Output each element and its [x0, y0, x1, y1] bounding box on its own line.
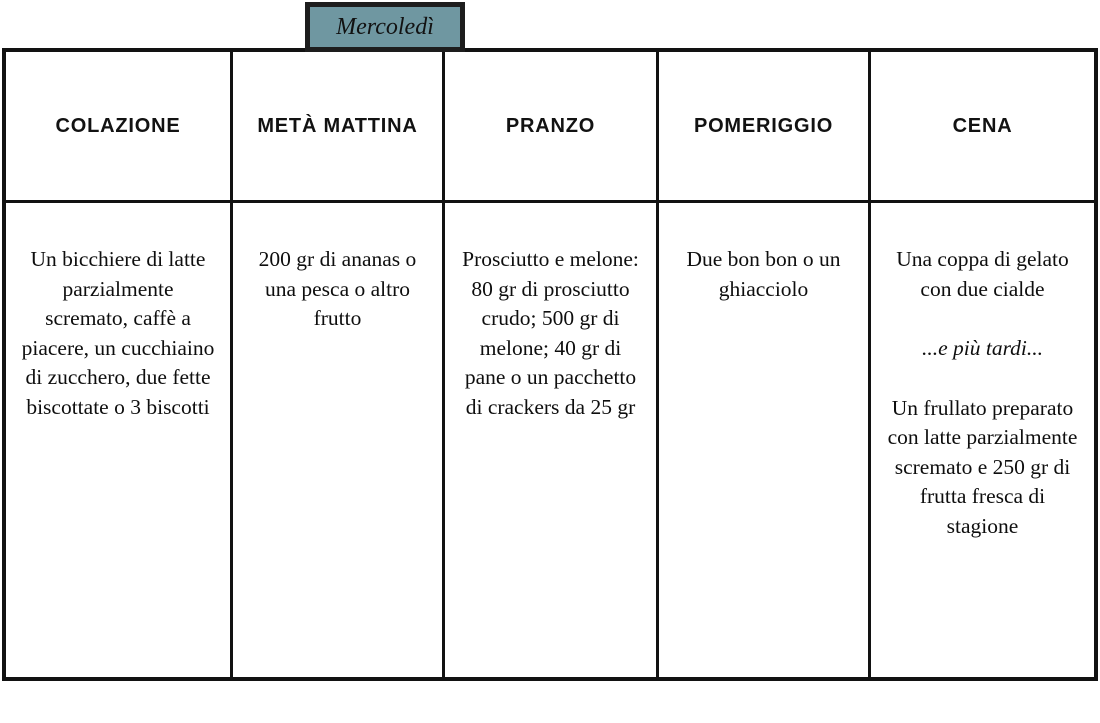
cena-text-first: Una coppa di gelato con due cialde	[896, 247, 1069, 301]
column-header-colazione: COLAZIONE	[6, 52, 230, 200]
cena-text-second: Un frullato preparato con latte parzialmente scremato e 250 gr di frutta fresca di stagione	[887, 395, 1078, 538]
cell-meta-mattina	[233, 203, 442, 677]
meal-plan-table	[2, 48, 1098, 681]
cell-pranzo	[445, 203, 656, 677]
column-header-cena: CENA	[871, 52, 1094, 200]
cell-cena	[871, 203, 1094, 677]
colazione-text: Un bicchiere di latte parzialmente scremato, caffè a piacere, un cucchiaino di zucchero, due fette biscottate o 3 biscotti	[21, 247, 215, 419]
column-header-pranzo: PRANZO	[445, 52, 656, 200]
day-tab	[305, 2, 465, 52]
column-header-pomeriggio: POMERIGGIO	[659, 52, 868, 200]
column-header-meta-mattina: METÀ MATTINA	[233, 52, 442, 200]
cena-text-interlude: ...e più tardi...	[921, 336, 1044, 360]
day-tab-label: Mercoledì	[336, 13, 434, 40]
cell-pomeriggio	[659, 203, 868, 677]
pranzo-text: Prosciutto e melone: 80 gr di prosciutto crudo; 500 gr di melone; 40 gr di pane o un pacchetto di crackers da 25 gr	[462, 247, 639, 419]
meta-mattina-text: 200 gr di ananas o una pesca o altro frutto	[258, 247, 417, 330]
pomeriggio-text: Due bon bon o un ghiacciolo	[686, 247, 841, 301]
cell-colazione	[6, 203, 230, 677]
